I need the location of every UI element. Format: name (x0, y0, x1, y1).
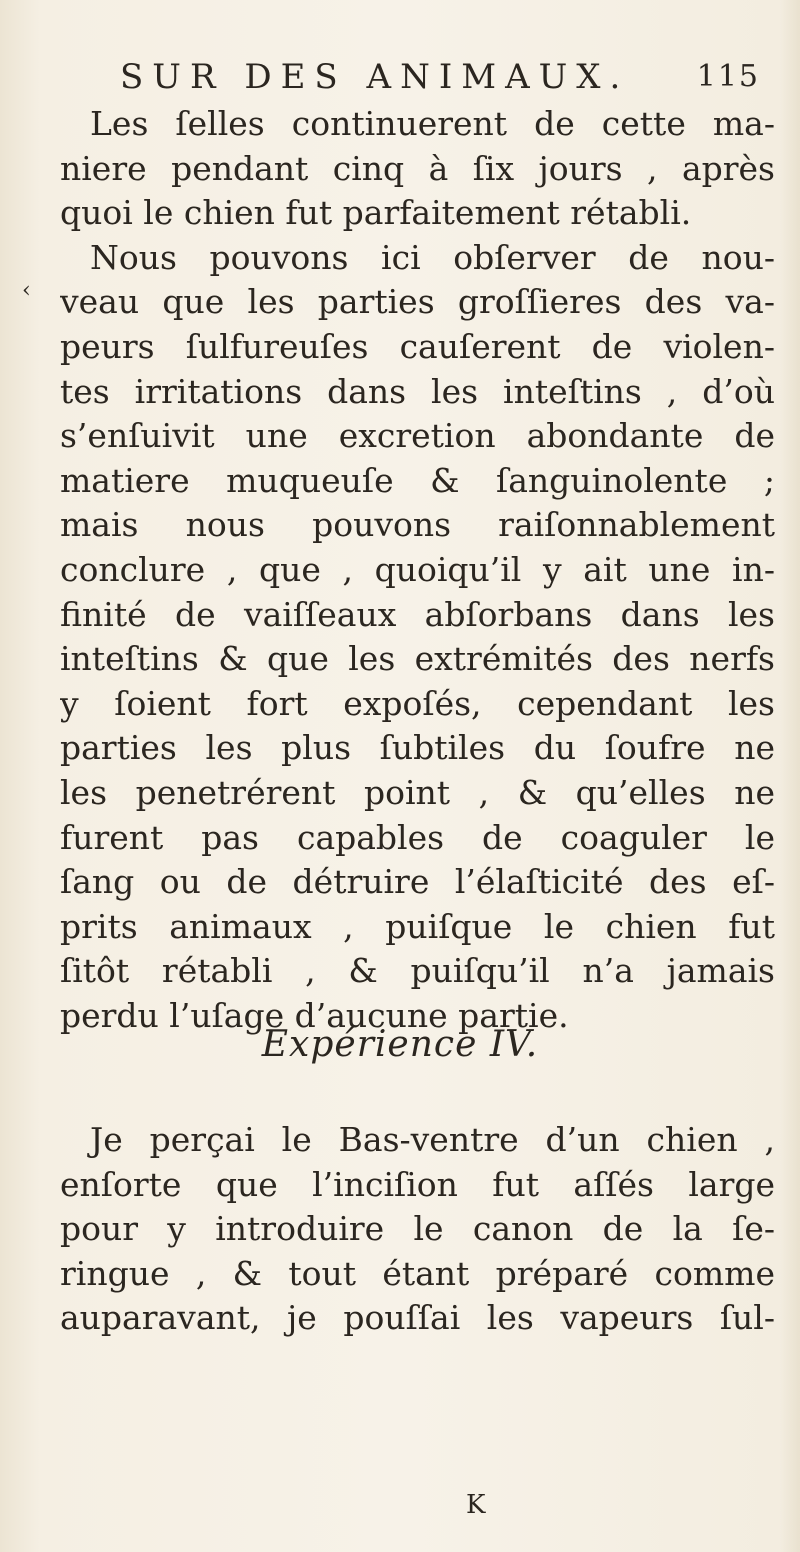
signature-mark: K (466, 1490, 486, 1520)
text-line: peurs ſulfureuſes cauſerent de violen- (60, 326, 775, 366)
text-line: enſorte que l’inciſion fut aſſés large (60, 1164, 775, 1204)
text-line: parties les plus ſubtiles du ſoufre ne (60, 728, 775, 768)
main-text (60, 102, 775, 1038)
text-line: veau que les parties groſſieres des va- (60, 282, 775, 322)
text-line: matiere muqueuſe & ſanguinolente ; (60, 460, 775, 500)
text-line: conclure , que , quoiqu’il y ait une in- (60, 549, 775, 589)
text-line: quoi le chien fut parfaitement rétabli. (60, 193, 692, 233)
main-text-continued (60, 1118, 775, 1341)
text-line: ſang ou de détruire l’élaſticité des eſ- (60, 862, 775, 902)
text-line: ringue , & tout étant préparé comme (60, 1253, 775, 1293)
page-number: 115 (696, 59, 760, 94)
margin-mark: ‹ (22, 278, 31, 303)
text-line: Je perçai le Bas-ventre d’un chien , (90, 1120, 775, 1159)
text-line: furent pas capables de coaguler le (60, 817, 775, 857)
text-line: auparavant, je pouſſai les vapeurs ſul- (60, 1298, 775, 1338)
text-line: Les ſelles continuerent de cette ma- (90, 104, 775, 143)
running-head-title: SUR DES ANIMAUX. (120, 57, 630, 97)
text-line: mais nous pouvons raiſonnablement (60, 505, 775, 545)
text-line: Nous pouvons ici obſerver de nou- (90, 237, 775, 277)
text-line: pour y introduire le canon de la ſe- (60, 1209, 775, 1249)
text-line: perdu l’uſage d’aucune partie. (60, 995, 569, 1035)
text-line: s’enſuivit une excretion abondante de (60, 416, 775, 456)
text-line: tes irritations dans les inteſtins , d’où (60, 371, 775, 411)
text-line: finité de vaiſſeaux abſorbans dans les (60, 594, 775, 634)
text-line: ſitôt rétabli , & puiſqu’il n’a jamais (60, 951, 775, 991)
text-line: prits animaux , puiſque le chien fut (60, 906, 775, 946)
running-head (120, 52, 760, 102)
text-line: les penetrérent point , & qu’elles ne (60, 772, 775, 812)
text-line: inteſtins & que les extrémités des nerfs (60, 639, 775, 679)
text-line: y ſoient fort expoſés, cependant les (60, 683, 775, 723)
text-line: niere pendant cinq à ſix jours , après (60, 148, 775, 188)
section-heading: Expérience IV. (261, 1024, 539, 1065)
